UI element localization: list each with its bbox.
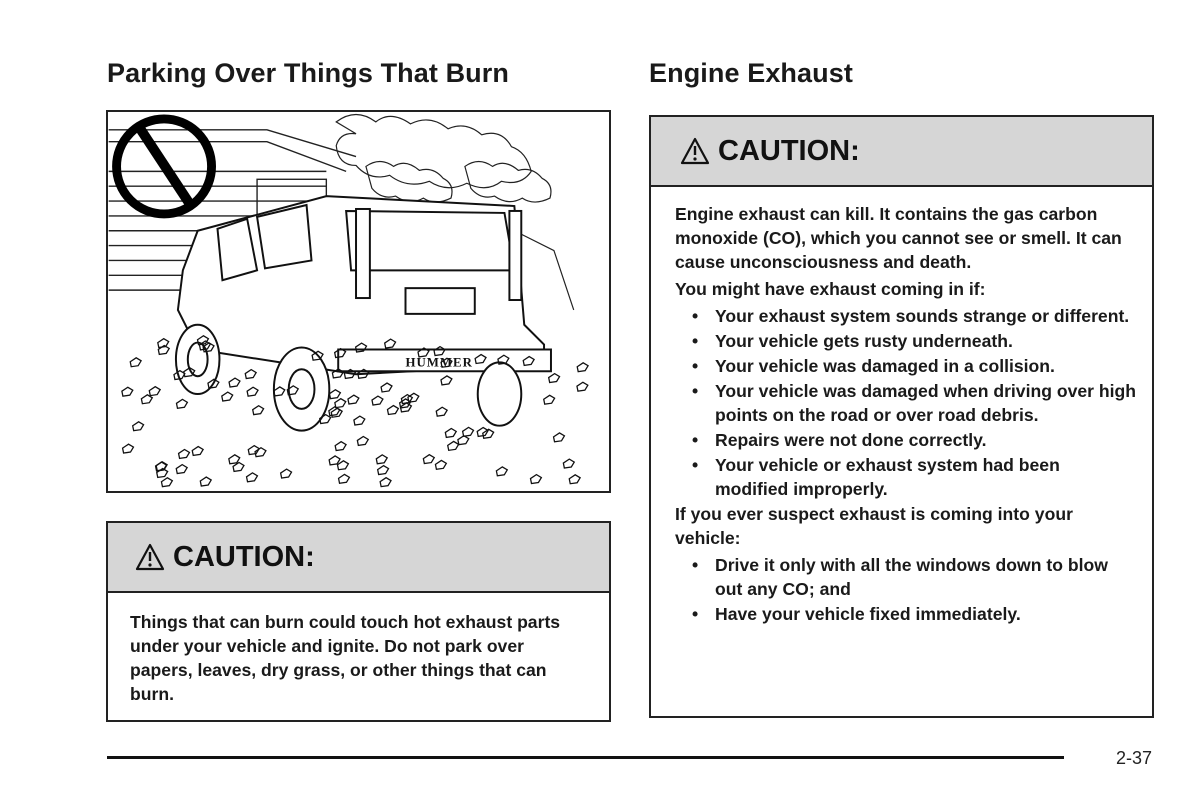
leaf-mark — [381, 383, 392, 392]
leaf-mark — [149, 387, 160, 396]
leaf-mark — [496, 467, 507, 476]
leaf-mark — [378, 466, 389, 475]
leaf-mark — [458, 436, 469, 445]
leaf-mark — [348, 395, 359, 404]
leaf-mark — [544, 395, 555, 404]
leaf-mark — [380, 478, 391, 487]
list-item: • Drive it only with all the windows down to blow out any CO; and — [675, 553, 1138, 601]
leaf-mark — [130, 358, 141, 367]
illustration-svg — [108, 112, 609, 491]
leaf-mark — [569, 475, 580, 484]
leaf-mark — [123, 444, 134, 453]
leaf-mark — [387, 406, 398, 415]
leaf-mark — [423, 455, 434, 464]
leaf-mark — [448, 441, 459, 450]
caution-body: Things that can burn could touch hot exhaust parts under your vehicle and ignite. Do not park over papers, leaves, dry grass, or other things that can burn. — [130, 612, 561, 704]
leaf-mark — [122, 387, 133, 396]
caution-header — [651, 117, 1152, 187]
list-item: • Repairs were not done correctly. — [675, 428, 1138, 452]
section-heading-parking: Parking Over Things That Burn — [107, 58, 509, 88]
leaf-mark — [179, 449, 190, 458]
leaf-mark — [441, 376, 452, 385]
leaf-mark — [281, 469, 292, 478]
leaf-mark — [339, 474, 350, 483]
leaf-mark — [436, 407, 447, 416]
actions-list — [675, 553, 1138, 626]
leaf-mark — [176, 465, 187, 474]
caution-box-exhaust — [649, 115, 1154, 718]
list-item: • Your vehicle was damaged when driving over high points on the road or over road debris. — [675, 379, 1138, 427]
leaf-mark — [176, 399, 187, 408]
leaf-mark — [222, 392, 233, 401]
leaf-mark — [133, 422, 144, 431]
page-number: 2-37 — [1116, 748, 1153, 768]
leaf-mark — [245, 370, 256, 379]
illustration-vehicle-parked-on-leaves — [106, 110, 611, 493]
leaf-mark — [354, 416, 365, 425]
conditions-list — [675, 304, 1138, 501]
list-item: • Have your vehicle fixed immediately. — [675, 602, 1138, 626]
leaf-mark — [577, 363, 588, 372]
vehicle-badge-text: HUMMER — [405, 355, 473, 370]
leaf-mark — [253, 406, 264, 415]
leaf-mark — [200, 477, 211, 486]
caution-label: CAUTION: — [718, 134, 860, 167]
section-heading-exhaust: Engine Exhaust — [649, 58, 853, 88]
leaf-mark — [445, 428, 456, 437]
leaf-mark — [247, 473, 258, 482]
leaf-mark — [357, 436, 368, 445]
leaf-mark — [192, 447, 203, 456]
leaf-mark — [233, 462, 244, 471]
leaf-mark — [335, 399, 346, 408]
warning-triangle-icon — [135, 543, 165, 571]
leaf-mark — [463, 427, 474, 436]
warning-triangle-icon — [680, 137, 710, 165]
list-item: • Your vehicle gets rusty underneath. — [675, 329, 1138, 353]
leaf-mark — [247, 387, 258, 396]
leaf-mark — [248, 446, 259, 455]
list-item: • Your vehicle or exhaust system had been modified improperly. — [675, 453, 1138, 501]
list-intro: You might have exhaust coming in if: — [675, 279, 986, 299]
no-parking-prohibition-icon — [117, 119, 212, 214]
footer-rule — [107, 756, 1064, 759]
list-item: • Your exhaust system sounds strange or different. — [675, 304, 1138, 328]
leaf-mark — [435, 460, 446, 469]
leaf-mark — [372, 396, 383, 405]
leaf-mark — [563, 459, 574, 468]
leaf-mark — [229, 378, 240, 387]
leaf-mark — [335, 442, 346, 451]
caution-intro-paragraph: Engine exhaust can kill. It contains the gas carbon monoxide (CO), which you cannot see or smell. It can cause unconsciousness and death. — [675, 204, 1122, 272]
leaf-mark — [329, 407, 340, 416]
caution-label: CAUTION: — [173, 540, 315, 573]
caution-header — [108, 523, 609, 593]
leaf-mark — [530, 475, 541, 484]
caution-body — [651, 187, 1152, 626]
leaf-mark — [376, 455, 387, 464]
leaf-mark — [161, 478, 172, 487]
caution-box-parking — [106, 521, 611, 722]
leaf-mark — [577, 382, 588, 391]
leaf-mark — [338, 461, 349, 470]
suspect-intro: If you ever suspect exhaust is coming into your vehicle: — [675, 504, 1073, 548]
list-item: • Your vehicle was damaged in a collision. — [675, 354, 1138, 378]
leaf-mark — [329, 390, 340, 399]
leaf-mark — [554, 433, 565, 442]
leaf-mark — [549, 374, 560, 383]
